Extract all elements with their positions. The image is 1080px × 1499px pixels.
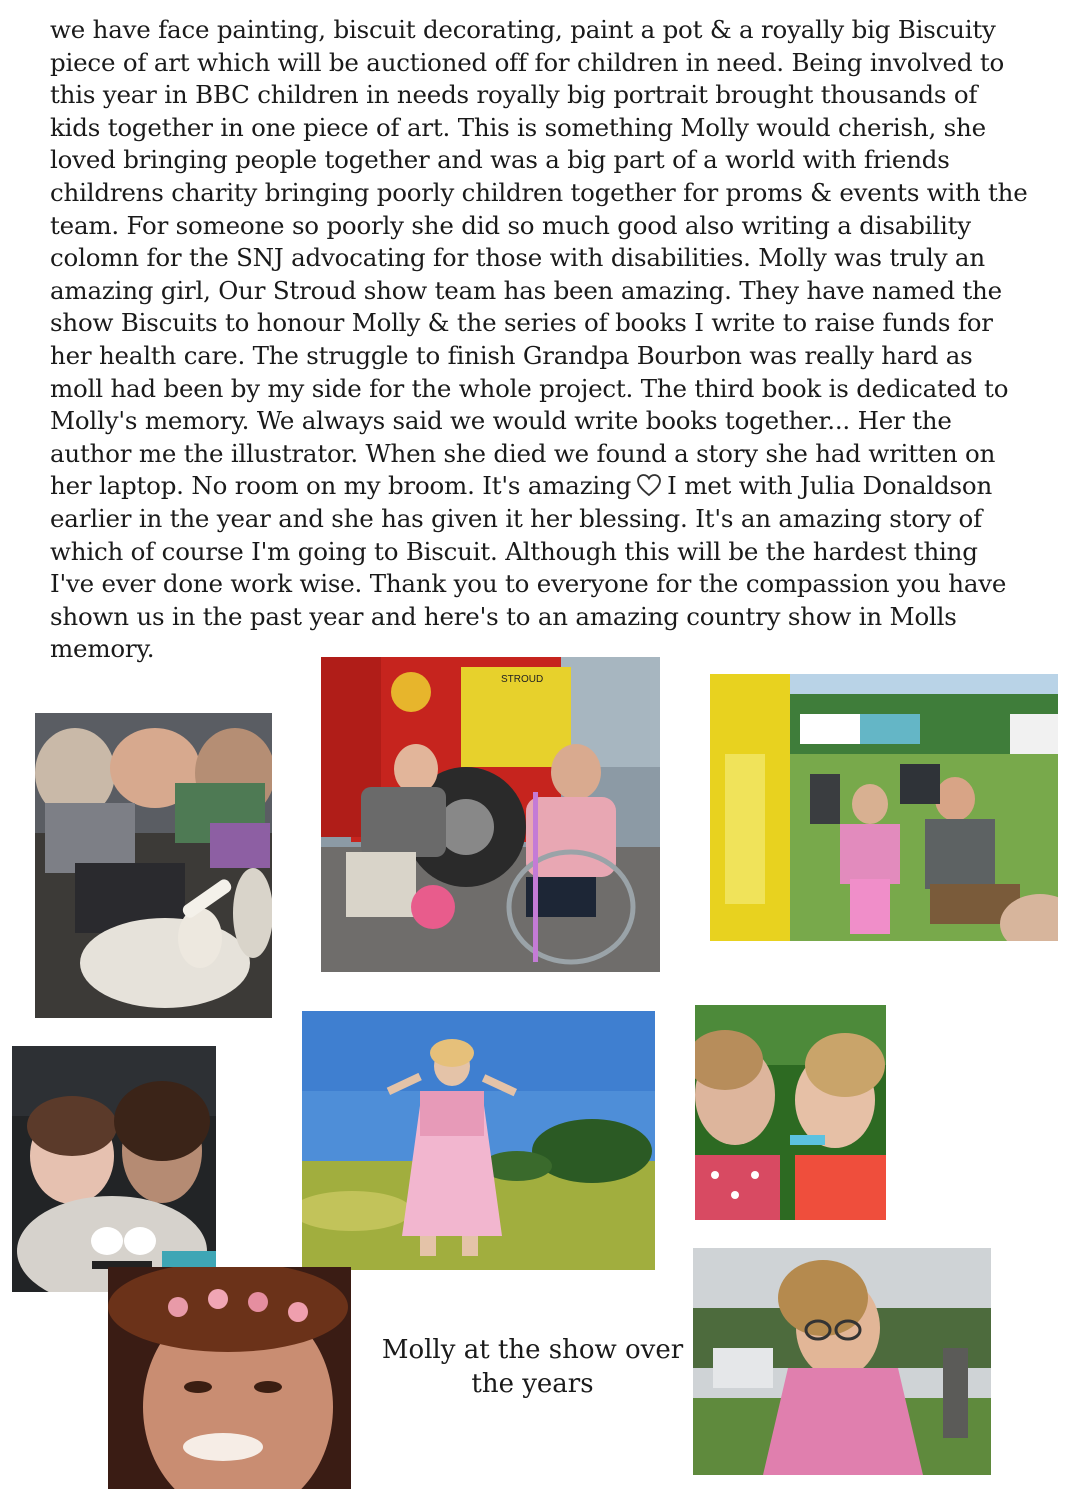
article-line: memory.	[50, 634, 155, 664]
article-line: earlier in the year and she has given it her blessing. It's an amazing story of	[50, 503, 982, 533]
photo-show-field	[710, 674, 1058, 941]
article-line: we have face painting, biscuit decorating, paint a pot & a royally big Biscuity	[50, 15, 996, 44]
article-line-with-heart	[50, 470, 1050, 503]
article-line: colomn for the SNJ advocating for those with disabilities. Molly was truly an	[50, 243, 985, 273]
photo-lamb-feeding	[35, 713, 272, 1018]
photo-fire-truck	[321, 657, 660, 972]
article-line: shown us in the past year and here's to an amazing country show in Molls	[50, 601, 957, 631]
photo-flower-crown	[108, 1267, 351, 1489]
article-line: moll had been by my side for the whole project. The third book is dedicated to	[50, 373, 1009, 403]
article-line: childrens charity bringing poorly children together for proms & events with the	[50, 177, 1028, 207]
article-line: loved bringing people together and was a big part of a world with friends	[50, 145, 950, 175]
photo-selfie-plush	[12, 1046, 216, 1292]
article-line: team. For someone so poorly she did so much good also writing a disability	[50, 210, 971, 240]
article-line-start: her laptop. No room on my broom. It's amazing	[50, 471, 632, 501]
article-line: her health care. The struggle to finish Grandpa Bourbon was really hard as	[50, 340, 973, 370]
article-line: which of course I'm going to Biscuit. Although this will be the hardest thing	[50, 536, 978, 566]
article-line: amazing girl, Our Stroud show team has been amazing. They have named the	[50, 275, 1002, 305]
article-line: kids together in one piece of art. This is something Molly would cherish, she	[50, 112, 986, 142]
article-line: I've ever done work wise. Thank you to everyone for the compassion you have	[50, 569, 1007, 599]
article-line: show Biscuits to honour Molly & the series of books I write to raise funds for	[50, 308, 993, 338]
article-line-end: I met with Julia Donaldson	[667, 471, 993, 501]
heart-outline-icon	[636, 473, 662, 497]
article-line: author me the illustrator. When she died we found a story she had written on	[50, 438, 996, 468]
photo-meadow-dress	[302, 1011, 655, 1270]
photo-caption	[380, 1333, 685, 1401]
article-line: Molly's memory. We always said we would write books together... Her the	[50, 406, 952, 436]
photo-two-girls	[695, 1005, 886, 1220]
caption-line: the years	[471, 1369, 594, 1399]
photo-glasses-girl	[693, 1248, 991, 1475]
fire-truck-label: STROUD	[501, 674, 544, 685]
article-line: this year in BBC children in needs royally big portrait brought thousands of	[50, 80, 978, 110]
caption-line: Molly at the show over	[381, 1335, 684, 1365]
article-line: piece of art which will be auctioned off for children in need. Being involved to	[50, 47, 1005, 77]
article-text	[50, 14, 1050, 666]
